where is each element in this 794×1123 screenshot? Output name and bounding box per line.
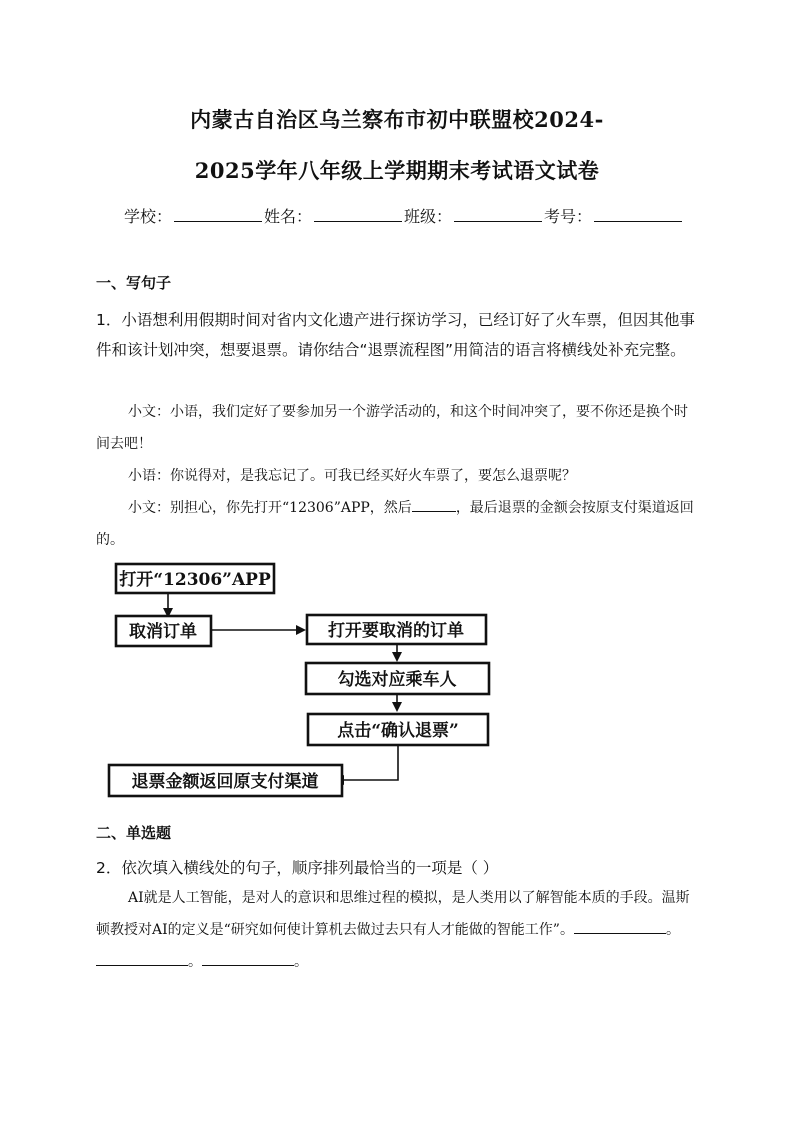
refund-flowchart <box>100 558 500 802</box>
class-blank[interactable] <box>454 207 542 222</box>
name-label: 姓名： <box>264 207 313 226</box>
dialog-block <box>96 396 700 556</box>
flow-step-select-passenger-text: 勾选对应乘车人 <box>337 670 457 690</box>
flow-arrowhead <box>392 702 402 712</box>
exam-title-line2: 2025学年八年级上学期期末考试语文试卷 <box>194 158 600 183</box>
exam-title-line1: 内蒙古自治区乌兰察布市初中联盟校2024- <box>190 107 604 132</box>
answer-blank-2[interactable] <box>96 952 188 966</box>
dialog-line: 小语：你说得对，是我忘记了。可我已经买好火车票了，要怎么退票呢？ <box>128 468 576 484</box>
student-info-row <box>124 204 684 227</box>
dialog-line: 小文：别担心，你先打开“12306”APP，然后 ，最后退票的金额会按原支付渠道返回的。 <box>96 500 694 548</box>
flow-step-open-order-text: 打开要取消的订单 <box>328 621 464 641</box>
answer-blank-1[interactable] <box>574 920 666 934</box>
school-blank[interactable] <box>174 207 262 222</box>
flow-step-cancel-order-text: 取消订单 <box>129 622 197 642</box>
section1-heading: 一、写句子 <box>96 274 172 292</box>
number-blank[interactable] <box>594 207 682 222</box>
flow-arrowhead <box>296 625 306 635</box>
name-blank[interactable] <box>314 207 402 222</box>
flow-connector <box>342 745 398 780</box>
flow-arrowhead <box>392 652 402 662</box>
question1-text: 1．小语想利用假期时间对省内文化遗产进行探访学习，已经订好了火车票，但因其他事件和该计划冲突，想要退票。请你结合“退票流程图”用简洁的语言将横线处补充完整。 <box>96 311 695 359</box>
flow-step-refund-returned-text: 退票金额返回原支付渠道 <box>131 772 319 792</box>
class-label: 班级： <box>404 207 453 226</box>
question2-text: 2．依次填入横线处的句子，顺序排列最恰当的一项是（ ） <box>96 859 499 877</box>
answer-blank-3[interactable] <box>202 952 294 966</box>
number-label: 考号： <box>544 207 593 226</box>
dialog-line: 小文：小语，我们定好了要参加另一个游学活动的，和这个时间冲突了，要不你还是换个时间去吧！ <box>96 404 688 452</box>
section2-heading: 二、单选题 <box>96 824 172 842</box>
question2-passage: AI就是人工智能，是对人的意识和思维过程的模拟，是人类用以了解智能本质的手段。温斯顿教授对AI的定义是“研究如何使计算机去做过去只有人才能做的智能工作”。 。。 。 <box>96 890 690 970</box>
school-label: 学校： <box>124 207 173 226</box>
answer-blank[interactable] <box>412 498 456 512</box>
flow-step-open-app-text: 打开“12306”APP <box>119 570 271 590</box>
flow-step-confirm-refund-text: 点击“确认退票” <box>337 721 459 741</box>
